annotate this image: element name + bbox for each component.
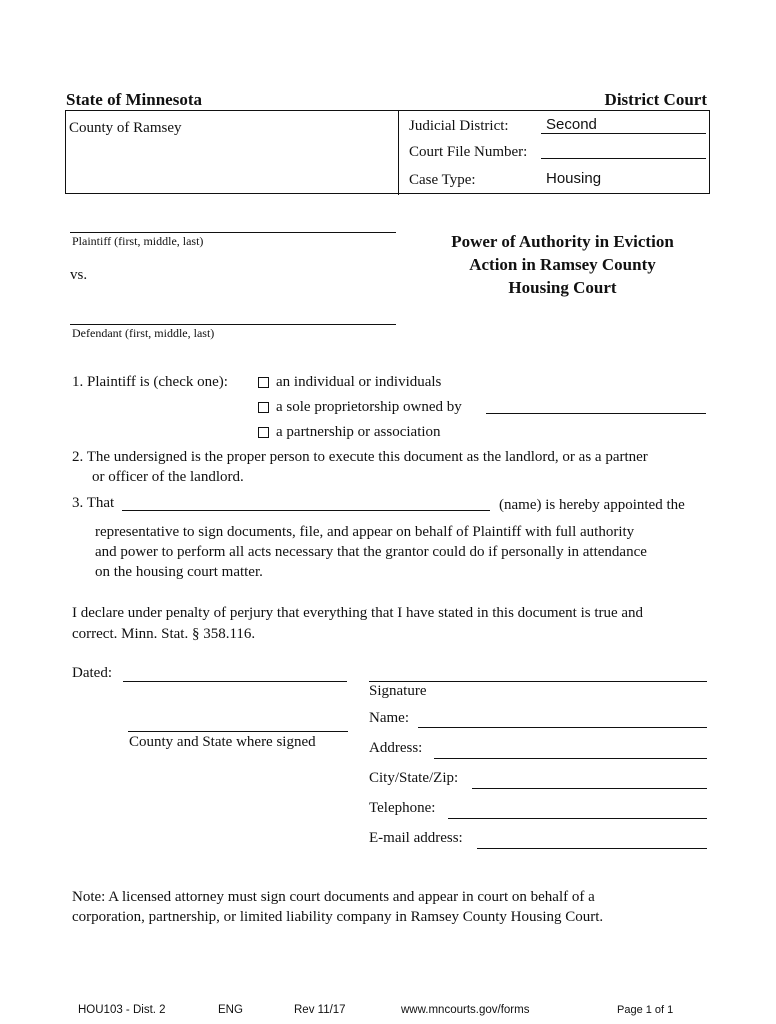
item3-line-2: representative to sign documents, file, and appear on behalf of Plaintiff with full authority — [95, 524, 635, 540]
forms-website: www.mncourts.gov/forms — [401, 1004, 530, 1016]
email-field[interactable] — [477, 848, 707, 849]
item1-label: 1. Plaintiff is (check one): — [72, 374, 228, 390]
partnership-option-label: a partnership or association — [276, 424, 441, 440]
item3-prefix: 3. That — [72, 495, 115, 511]
city-state-zip-label: City/State/Zip: — [369, 770, 459, 786]
telephone-field[interactable] — [448, 818, 707, 819]
telephone-label: Telephone: — [369, 800, 436, 816]
form-title — [410, 230, 715, 299]
defendant-label: Defendant (first, middle, last) — [72, 326, 215, 340]
declaration-line-1: I declare under penalty of perjury that everything that I have stated in this document is true and — [72, 605, 644, 621]
title-line-3: Housing Court — [508, 278, 617, 297]
form-revision: Rev 11/17 — [294, 1004, 346, 1016]
item3-line-4: on the housing court matter. — [95, 564, 263, 580]
vs-text: vs. — [70, 267, 88, 283]
address-field[interactable] — [434, 758, 707, 759]
signature-label: Signature — [369, 683, 427, 699]
form-id: HOU103 - Dist. 2 — [78, 1004, 166, 1016]
judicial-district-label: Judicial District: — [409, 118, 509, 134]
plaintiff-field[interactable] — [70, 232, 396, 233]
county-name: County of Ramsey — [69, 120, 182, 136]
note-line-1: Note: A licensed attorney must sign court documents and appear in court on behalf of a — [72, 889, 595, 905]
email-label: E-mail address: — [369, 830, 463, 846]
name-label: Name: — [369, 710, 409, 726]
sole-proprietorship-option-label: a sole proprietorship owned by — [276, 399, 462, 415]
court-file-number-field[interactable] — [541, 158, 706, 159]
caption-divider — [398, 111, 399, 195]
partnership-checkbox[interactable] — [258, 427, 269, 438]
item2-line-2: or officer of the landlord. — [92, 469, 244, 485]
dated-field[interactable] — [123, 681, 347, 682]
judicial-district-field[interactable] — [541, 133, 706, 134]
county-state-field[interactable] — [128, 731, 348, 732]
form-language: ENG — [218, 1004, 243, 1016]
address-label: Address: — [369, 740, 423, 756]
appointed-name-field[interactable] — [122, 510, 490, 511]
court-file-number-label: Court File Number: — [409, 144, 528, 160]
state-heading: State of Minnesota — [66, 90, 202, 109]
individual-option-label: an individual or individuals — [276, 374, 442, 390]
sole-proprietor-owner-field[interactable] — [486, 413, 706, 414]
name-field[interactable] — [418, 727, 707, 728]
case-type-label: Case Type: — [409, 172, 476, 188]
plaintiff-label: Plaintiff (first, middle, last) — [72, 234, 204, 248]
page-number: Page 1 of 1 — [617, 1004, 674, 1016]
note-line-2: corporation, partnership, or limited liability company in Ramsey County Housing Court. — [72, 909, 604, 925]
judicial-district-value: Second — [546, 116, 597, 133]
dated-label: Dated: — [72, 665, 112, 681]
court-heading: District Court — [604, 90, 707, 109]
item3-suffix: (name) is hereby appointed the — [499, 497, 685, 513]
item3-line-3: and power to perform all acts necessary that the grantor could do if personally in attendance — [95, 544, 647, 560]
individual-checkbox[interactable] — [258, 377, 269, 388]
declaration-line-2: correct. Minn. Stat. § 358.116. — [72, 626, 256, 642]
county-state-label: County and State where signed — [129, 734, 316, 750]
title-line-2: Action in Ramsey County — [469, 255, 656, 274]
title-line-1: Power of Authority in Eviction — [451, 232, 674, 251]
item2-line-1: 2. The undersigned is the proper person to execute this document as the landlord, or as a partner — [72, 449, 648, 465]
sole-proprietorship-checkbox[interactable] — [258, 402, 269, 413]
case-type-value: Housing — [546, 170, 602, 187]
city-state-zip-field[interactable] — [472, 788, 707, 789]
defendant-field[interactable] — [70, 324, 396, 325]
